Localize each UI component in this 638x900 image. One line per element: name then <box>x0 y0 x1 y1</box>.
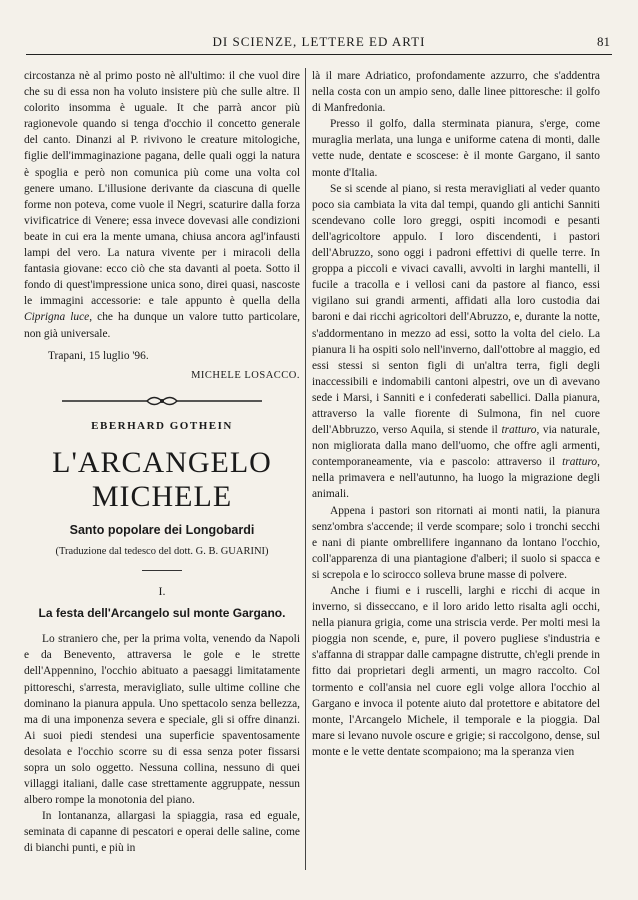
page-number: 81 <box>597 34 610 49</box>
continued-text-end: , che ha dunque un valore tutto particolare, non già universale. <box>24 311 300 340</box>
paragraph: là il mare Adriatico, profondamente azzurro, che s'addentra nella costa con un ampio seno, dalle linee pittoresche: il golfo di Manfredonia. <box>312 70 600 115</box>
article-author: EBERHARD GOTHEIN <box>91 419 233 432</box>
short-rule <box>142 570 182 571</box>
translation-note: (Traduzione dal tedesco del dott. G. B. GUARINI) <box>55 545 269 557</box>
paragraph: Lo straniero che, per la prima volta, venendo da Napoli e da Benevento, attraversa le gole e le strette dell'Appennino, l'occhio abituato a paesaggi limitatamente pittoreschi, s'arresta, meravigliato, sulle ultime colline che dominano la pianura appula. Uno spettacolo senza bellezza, ma di una imponenza severa e speciale, gli si offre dinanzi. Ai suoi piedi stendesi una superficie spaventosamente desolata e l'occhio scorre su di essa senza poter fissarsi sopra un solo oggetto. Nessuna collina, nessuno di quei villaggi italiani, dalle case strettamente aggruppate, nessun albero rompe la monotonia del piano. <box>24 633 300 807</box>
paragraph-text: , via naturale, non migliorata dalla mano dell'uomo, che offre agli armenti, contemporaneamente, via e pascolo: attraverso il <box>312 424 600 469</box>
italic-word: tratturo <box>501 424 537 437</box>
author-signature: MICHELE LOSACCO. <box>191 369 300 381</box>
running-title: DI SCIENZE, LETTERE ED ARTI <box>212 34 426 49</box>
paragraph-text: , nella primavera e nell'autunno, ha luogo la migrazione degli animali. <box>312 456 600 501</box>
ornament-icon <box>62 394 262 408</box>
section-title: La festa dell'Arcangelo sul monte Gargano. <box>38 606 286 621</box>
paragraph <box>312 181 600 503</box>
continued-paragraph <box>24 68 300 342</box>
article-title: L'ARCANGELO MICHELE <box>52 445 272 513</box>
paragraph: Anche i fiumi e i ruscelli, larghi e ricchi di acque in inverno, si disseccano, e il loro arido letto risalta agli occhi, nella pianura grigia, come una striscia verde. Per molti mesi la pioggia non scende, e, pure, il povero pugliese s'industria e s'affanna di strappar dalle campagne distrutte, ch'egli prende in fitto dai proprietari degli armenti, un magro raccolto. Col tormento e coll'ansia nel cuore egli volge allora l'occhio al Gargano e invoca il potente aiuto dal protettore e abitatore del monte, l'Arcangelo Michele, il temporale e la pioggia. Dal mare si levano nuvole oscure e grigie; si raccolgono, dense, sul monte e le vette dentate scompaiono; ma la speranza vien <box>312 585 600 758</box>
paragraph: Appena i pastori son ritornati ai monti natii, la pianura senz'ombra s'accende; il verde scompare; solo i tronchi secchi e nani di piante ombrellifere ingannano da lontano l'occhio, coll'apparenza di una piantagione d'alberi; il suolo si spacca e si screpola e lo scirocco solleva brune masse di polvere. <box>312 504 600 581</box>
left-column <box>24 68 300 886</box>
paragraph: In lontananza, allargasi la spiaggia, rasa ed eguale, seminata di capanne di pescatori e operai delle saline, come di bianchi punti, e più in <box>24 810 300 855</box>
right-column <box>312 68 600 886</box>
column-divider <box>305 68 306 870</box>
dateline: Trapani, 15 luglio '96. <box>48 349 149 362</box>
ornamental-divider <box>24 394 300 410</box>
running-header <box>26 30 612 55</box>
section-number: I. <box>158 584 166 599</box>
paragraph-text: Se si scende al piano, si resta meravigliati al veder quanto poco sia cambiata la vita dal tempi, quando gli antichi Sanniti scendevano colle loro greggi, ospiti incomodi e pesanti dell'agricoltore appulo. I loro discendenti, i pastori dell'Abruzzo, sono oggi i padroni effettivi di quelle terre. In groppa a piccoli e vivaci cavalli, avvolti in larghi mantelli, il fucile a tracolla e i vellosi cani da pastore al fianco, essi vigilano sui grandi armenti, affidati alla loro custodia dai baroni e dai ricchi agricoltori dell'Abruzzo, e, durante la notte, s'addormentano in mezzo ad essi, sotto la volta del cielo. La pianura li ha ospiti solo nell'inverno, dall'ottobre al maggio, ed essi stessi si senton figli di un'altra terra, figli degli inaccessibili e indomabili cantoni alpestri, ove un dì avevano sede i Marsi, i Sanniti e i confederati sabellici. Dalla pianura, attraverso la valle fiorente di Sulmona, fin nel cuore dell'Abbruzzo, verso Aquila, si stende il <box>312 182 600 437</box>
paragraph: Presso il golfo, dalla sterminata pianura, s'erge, come muraglia merlata, una lunga e uniforme catena di monti, dalle vette nude, dentate e scoscese: è il monte Gargano, il santo monte d'Italia. <box>312 118 600 179</box>
continued-text: circostanza nè al primo posto nè all'ultimo: il che vuol dire che su di essa non ha voluto insistere più che sulle altre. Il colorito insomma è uguale. It che parrà ancor più ragionevole quando si tenga d'occhio il concetto generale del canto. Dinanzi al P. rivivono le creature mitologiche, figlie dell'immaginazione pagana, delle quali oggi la natura è spoglia e però non comunica più come una volta col genere umano. L'illusione derivante da ciascuna di quelle forme non poteva, come vuole il Negri, scaturire dalla forza vivificatrice di Venere; essa invece dovevasi alle condizioni beate in cui era la mente umana, chiusa ancora agl'infausti lampi del vero. La natura vivente per i miracoli della fantasia giovane: ecco ciò che sta davanti al poeta. Sotto il fondo di quest'impressione unica sono, direi quasi, nascoste le immagini accessorie: e tale appunto è quella della <box>24 70 300 308</box>
italic-word: tratturo <box>562 456 598 469</box>
article-subtitle: Santo popolare dei Longobardi <box>69 522 255 537</box>
italic-phrase: Ciprigna luce <box>24 311 90 324</box>
